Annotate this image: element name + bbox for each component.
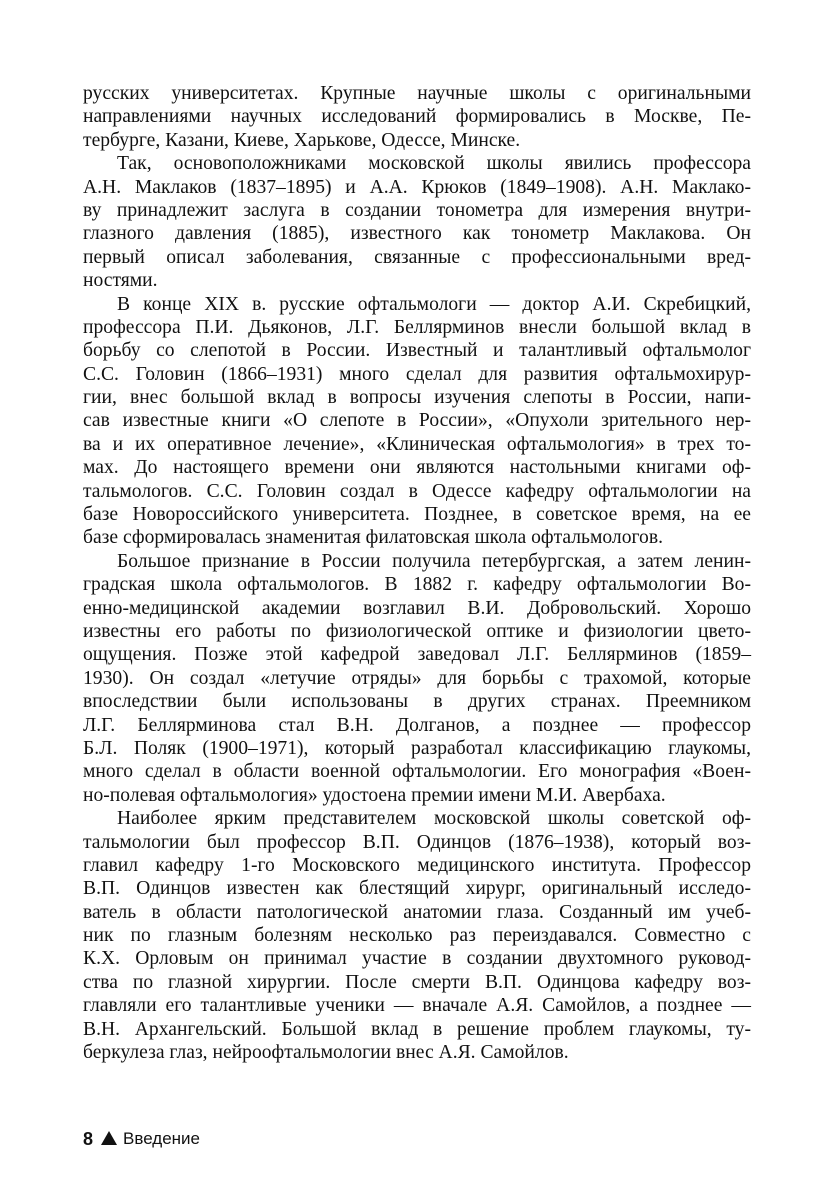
text-line: В конце XIX в. русские офтальмологи — доктор А.И. Скребицкий, <box>117 293 751 315</box>
text-line: тальмологии был профессор В.П. Одинцов (1876–1938), который воз- <box>83 831 751 853</box>
page-number: 8 <box>83 1129 94 1149</box>
text-line: мах. До настоящего времени они являются настольными книгами оф- <box>83 457 751 479</box>
text-line: Так, основоположниками московской школы явились профессора <box>117 153 751 175</box>
page-footer <box>83 1128 200 1150</box>
text-line: но-полевая офтальмология» удостоена премии имени М.И. Авербаха. <box>83 784 666 806</box>
paragraph <box>83 82 751 152</box>
text-line: главляли его талантливые ученики — вначале А.Я. Самойлов, а позднее — <box>83 995 751 1017</box>
text-line: главил кафедру 1-го Московского медицинского института. Профессор <box>83 854 751 876</box>
paragraph <box>83 550 751 807</box>
text-line: тальмологов. С.С. Головин создал в Одессе кафедру офтальмологии на <box>83 480 751 502</box>
text-line: базе Новороссийского университета. Позднее, в советское время, на ее <box>83 504 751 526</box>
text-line: гии, внес большой вклад в вопросы изучения слепоты в России, напи- <box>83 387 751 409</box>
text-line: А.Н. Маклаков (1837–1895) и А.А. Крюков (1849–1908). А.Н. Маклако- <box>83 176 751 198</box>
text-line: Б.Л. Поляк (1900–1971), который разработал классификацию глаукомы, <box>83 737 751 759</box>
text-line: ностями. <box>83 270 158 292</box>
text-line: ва и их оперативное лечение», «Клиническая офтальмология» в трех то- <box>83 433 751 455</box>
text-line: впоследствии были использованы в других странах. Преемником <box>83 691 751 713</box>
text-line: сав известные книги «О слепоте в России», «Опухоли зрительного нер- <box>83 410 751 432</box>
page-body <box>83 82 751 1064</box>
text-line: известны его работы по физиологической оптике и физиологии цвето- <box>83 620 751 642</box>
text-line: базе сформировалась знаменитая филатовская школа офтальмологов. <box>83 527 663 549</box>
text-line: енно-медицинской академии возглавил В.И. Добровольский. Хорошо <box>83 597 751 619</box>
text-line: Л.Г. Беллярминова стал В.Н. Долганов, а позднее — профессор <box>83 714 751 736</box>
text-line: русских университетах. Крупные научные школы с оригинальными <box>83 83 751 104</box>
text-line: беркулеза глаз, нейроофтальмологии внес А.Я. Самойлов. <box>83 1042 569 1064</box>
text-line: много сделал в области военной офтальмологии. Его монография «Воен- <box>83 761 751 783</box>
text-line: В.Н. Архангельский. Большой вклад в решение проблем глаукомы, ту- <box>83 1018 751 1040</box>
text-line: С.С. Головин (1866–1931) много сделал для развития офтальмохирур- <box>83 363 751 385</box>
triangle-up-icon <box>101 1131 117 1145</box>
text-line: В.П. Одинцов известен как блестящий хирург, оригинальный исследо- <box>83 878 751 900</box>
text-line: направлениями научных исследований формировались в Москве, Пе- <box>83 106 751 128</box>
text-line: К.Х. Орловым он принимал участие в создании двухтомного руковод- <box>83 948 751 970</box>
text-line: 1930). Он создал «летучие отряды» для борьбы с трахомой, которые <box>83 667 751 689</box>
text-line: глазного давления (1885), известного как тонометр Маклакова. Он <box>83 223 751 245</box>
text-line: ник по глазным болезням несколько раз переиздавался. Совместно с <box>83 925 751 947</box>
text-line: ватель в области патологической анатомии глаза. Созданный им учеб- <box>83 901 751 923</box>
text-line: Большое признание в России получила петербургская, а затем ленин- <box>117 550 751 572</box>
text-line: ощущения. Позже этой кафедрой заведовал Л.Г. Беллярминов (1859– <box>83 644 751 666</box>
paragraph <box>83 293 751 550</box>
section-title: Введение <box>123 1129 200 1148</box>
text-line: Наиболее ярким представителем московской школы советской оф- <box>117 808 751 830</box>
text-line: ву принадлежит заслуга в создании тонометра для измерения внутри- <box>83 199 751 221</box>
text-line: первый описал заболевания, связанные с профессиональными вред- <box>83 246 751 268</box>
text-line: ства по глазной хирургии. После смерти В.П. Одинцова кафедру воз- <box>83 971 751 993</box>
text-line: борьбу со слепотой в России. Известный и талантливый офтальмолог <box>83 340 751 362</box>
text-line: профессора П.И. Дьяконов, Л.Г. Беллярминов внесли большой вклад в <box>83 316 751 338</box>
paragraph <box>83 807 751 1064</box>
text-line: градская школа офтальмологов. В 1882 г. кафедру офтальмологии Во- <box>83 574 751 596</box>
text-line: тербурге, Казани, Киеве, Харькове, Одессе, Минске. <box>83 129 521 151</box>
paragraph <box>83 152 751 292</box>
